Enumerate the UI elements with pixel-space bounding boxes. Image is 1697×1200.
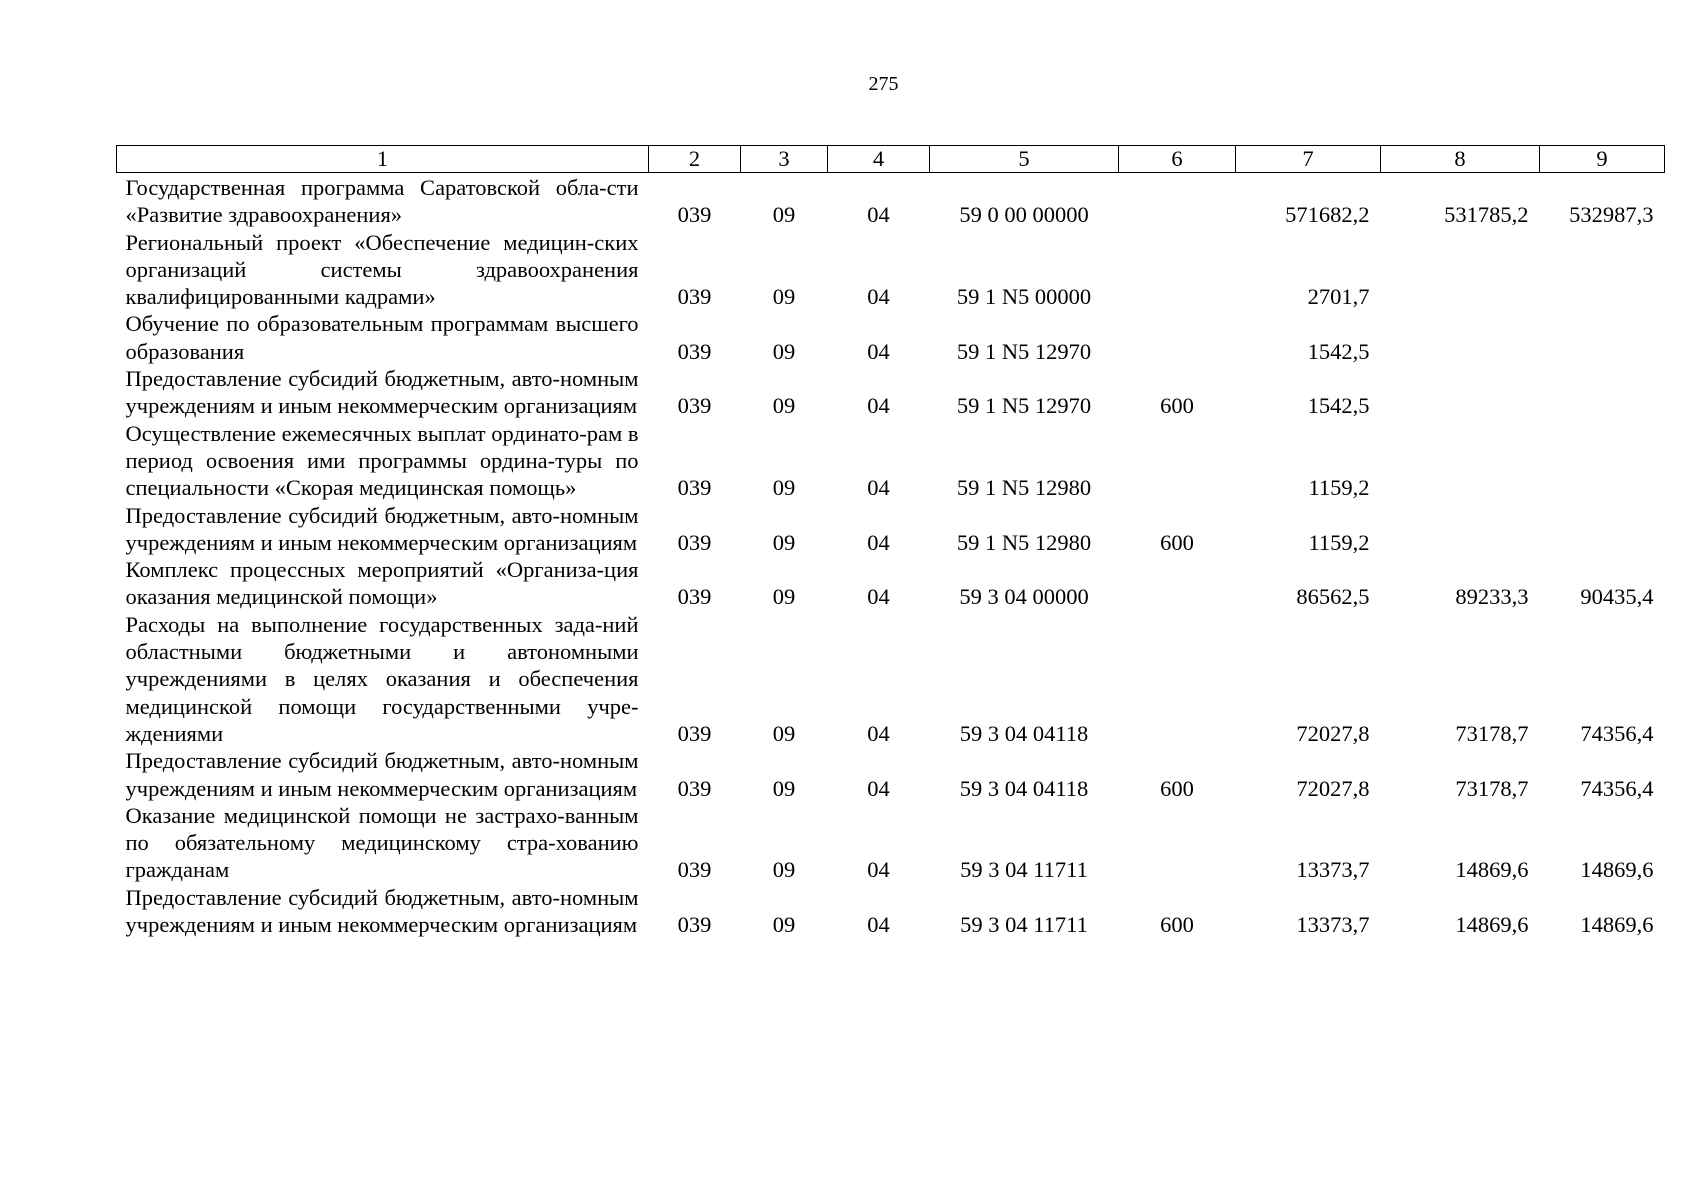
cell-section-code: 09 bbox=[772, 912, 796, 938]
cell-subsection-code: 04 bbox=[867, 338, 890, 364]
row-name: Предоставление субсидий бюджетным, авто-номным учреждениям и иным некоммерческим организациям bbox=[125, 884, 639, 938]
cell-target-article: 59 3 04 04118 bbox=[959, 720, 1089, 746]
table-row bbox=[117, 556, 1665, 611]
table-row bbox=[117, 502, 1665, 557]
cell-expense-type bbox=[1119, 310, 1236, 365]
cell-target-article: 59 1 N5 12970 bbox=[956, 393, 1092, 419]
cell-amount-col7: 13373,7 bbox=[1296, 857, 1370, 883]
cell-ministry-code: 039 bbox=[677, 393, 712, 419]
table-row bbox=[117, 747, 1665, 802]
table-row bbox=[117, 365, 1665, 420]
cell-amount-col7: 13373,7 bbox=[1296, 912, 1370, 938]
cell-section-code: 09 bbox=[772, 857, 796, 883]
cell-subsection-code: 04 bbox=[867, 775, 890, 801]
cell-amount-col7: 2701,7 bbox=[1307, 284, 1370, 310]
cell-expense-type: 600 bbox=[1160, 529, 1194, 555]
cell-target-article: 59 1 N5 12970 bbox=[956, 338, 1092, 364]
table-row bbox=[117, 229, 1665, 311]
cell-ministry-code: 039 bbox=[677, 584, 712, 610]
cell-amount-col9: 74356,4 bbox=[1580, 775, 1654, 801]
cell-amount-col8: 73178,7 bbox=[1455, 775, 1529, 801]
cell-ministry-code: 039 bbox=[677, 720, 712, 746]
table-row bbox=[117, 310, 1665, 365]
cell-section-code: 09 bbox=[772, 393, 796, 419]
cell-subsection-code: 04 bbox=[867, 393, 890, 419]
cell-amount-col9: 14869,6 bbox=[1580, 912, 1654, 938]
cell-subsection-code: 04 bbox=[867, 720, 890, 746]
header-col-3: 3 bbox=[741, 146, 828, 173]
cell-target-article: 59 1 N5 00000 bbox=[956, 284, 1092, 310]
cell-amount-col7: 571682,2 bbox=[1285, 202, 1370, 228]
cell-target-article: 59 0 00 00000 bbox=[959, 202, 1089, 228]
header-col-9: 9 bbox=[1540, 146, 1665, 173]
cell-section-code: 09 bbox=[772, 584, 796, 610]
header-col-8: 8 bbox=[1381, 146, 1540, 173]
cell-section-code: 09 bbox=[772, 475, 796, 501]
cell-amount-col7: 1159,2 bbox=[1308, 529, 1370, 555]
row-name: Комплекс процессных мероприятий «Организа-ция оказания медицинской помощи» bbox=[125, 557, 639, 610]
cell-amount-col9 bbox=[1540, 310, 1665, 365]
row-name: Оказание медицинской помощи не застрахо-ванным по обязательному медицинскому стра-хованию гражданам bbox=[125, 802, 639, 883]
budget-table bbox=[116, 145, 1665, 938]
cell-ministry-code: 039 bbox=[677, 202, 712, 228]
cell-subsection-code: 04 bbox=[867, 202, 890, 228]
cell-amount-col7: 1159,2 bbox=[1308, 475, 1370, 501]
cell-expense-type bbox=[1119, 229, 1236, 311]
cell-amount-col8: 14869,6 bbox=[1455, 912, 1529, 938]
cell-target-article: 59 1 N5 12980 bbox=[956, 475, 1092, 501]
table-body bbox=[117, 173, 1665, 939]
cell-subsection-code: 04 bbox=[867, 529, 890, 555]
cell-section-code: 09 bbox=[772, 338, 796, 364]
cell-amount-col8 bbox=[1381, 502, 1540, 557]
cell-amount-col9 bbox=[1540, 502, 1665, 557]
cell-ministry-code: 039 bbox=[677, 529, 712, 555]
row-name: Осуществление ежемесячных выплат ординато-рам в период освоения ими программы ордина-туры по специальности «Скорая медицинская помощь» bbox=[125, 420, 639, 501]
cell-ministry-code: 039 bbox=[677, 475, 712, 501]
cell-subsection-code: 04 bbox=[867, 912, 890, 938]
row-name: Предоставление субсидий бюджетным, авто-номным учреждениям и иным некоммерческим организациям bbox=[125, 748, 639, 801]
cell-amount-col8: 531785,2 bbox=[1444, 202, 1529, 228]
cell-section-code: 09 bbox=[772, 775, 796, 801]
cell-amount-col9: 90435,4 bbox=[1580, 584, 1654, 610]
cell-ministry-code: 039 bbox=[677, 912, 712, 938]
cell-target-article: 59 3 04 11711 bbox=[960, 912, 1088, 938]
page-number: 275 bbox=[868, 73, 899, 95]
cell-section-code: 09 bbox=[772, 720, 796, 746]
cell-expense-type bbox=[1119, 611, 1236, 747]
table-row bbox=[117, 173, 1665, 229]
cell-section-code: 09 bbox=[772, 202, 796, 228]
cell-amount-col9 bbox=[1540, 420, 1665, 502]
table-row bbox=[117, 420, 1665, 502]
cell-amount-col8: 89233,3 bbox=[1455, 584, 1529, 610]
table-row bbox=[117, 611, 1665, 747]
cell-ministry-code: 039 bbox=[677, 775, 712, 801]
header-col-4: 4 bbox=[828, 146, 930, 173]
cell-section-code: 09 bbox=[772, 529, 796, 555]
cell-amount-col7: 86562,5 bbox=[1296, 584, 1370, 610]
cell-ministry-code: 039 bbox=[677, 284, 712, 310]
cell-target-article: 59 3 04 00000 bbox=[959, 584, 1089, 610]
cell-amount-col7: 1542,5 bbox=[1307, 393, 1370, 419]
cell-amount-col9: 532987,3 bbox=[1569, 202, 1654, 228]
header-col-7: 7 bbox=[1236, 146, 1381, 173]
cell-amount-col8: 14869,6 bbox=[1455, 857, 1529, 883]
cell-expense-type: 600 bbox=[1160, 912, 1194, 938]
cell-amount-col7: 72027,8 bbox=[1296, 720, 1370, 746]
row-name: Государственная программа Саратовской обла-сти «Развитие здравоохранения» bbox=[125, 175, 639, 228]
row-name: Обучение по образовательным программам высшего образования bbox=[125, 311, 639, 364]
header-col-1: 1 bbox=[117, 146, 649, 173]
cell-expense-type: 600 bbox=[1160, 393, 1194, 419]
cell-amount-col8 bbox=[1381, 310, 1540, 365]
cell-amount-col8 bbox=[1381, 365, 1540, 420]
cell-ministry-code: 039 bbox=[677, 338, 712, 364]
row-name: Региональный проект «Обеспечение медицин-ских организаций системы здравоохранения квалифицированными кадрами» bbox=[125, 229, 639, 310]
table-header-row bbox=[117, 146, 1665, 173]
cell-amount-col8 bbox=[1381, 229, 1540, 311]
cell-amount-col8 bbox=[1381, 420, 1540, 502]
cell-amount-col9: 14869,6 bbox=[1580, 857, 1654, 883]
cell-target-article: 59 1 N5 12980 bbox=[956, 529, 1092, 555]
cell-subsection-code: 04 bbox=[867, 584, 890, 610]
cell-subsection-code: 04 bbox=[867, 857, 890, 883]
cell-target-article: 59 3 04 11711 bbox=[960, 857, 1088, 883]
row-name: Предоставление субсидий бюджетным, авто-номным учреждениям и иным некоммерческим организациям bbox=[125, 502, 639, 555]
cell-amount-col7: 1542,5 bbox=[1307, 338, 1370, 364]
cell-amount-col7: 72027,8 bbox=[1296, 775, 1370, 801]
cell-subsection-code: 04 bbox=[867, 284, 890, 310]
cell-amount-col9 bbox=[1540, 229, 1665, 311]
cell-expense-type bbox=[1119, 173, 1236, 229]
header-col-6: 6 bbox=[1119, 146, 1236, 173]
table-row bbox=[117, 884, 1665, 939]
cell-expense-type: 600 bbox=[1160, 775, 1194, 801]
cell-amount-col8: 73178,7 bbox=[1455, 720, 1529, 746]
cell-amount-col9: 74356,4 bbox=[1580, 720, 1654, 746]
cell-target-article: 59 3 04 04118 bbox=[959, 775, 1089, 801]
row-name: Предоставление субсидий бюджетным, авто-номным учреждениям и иным некоммерческим организациям bbox=[125, 366, 639, 419]
cell-subsection-code: 04 bbox=[867, 475, 890, 501]
cell-expense-type bbox=[1119, 420, 1236, 502]
table-row bbox=[117, 802, 1665, 884]
cell-ministry-code: 039 bbox=[677, 857, 712, 883]
cell-expense-type bbox=[1119, 802, 1236, 884]
row-name: Расходы на выполнение государственных зада-ний областными бюджетными и автономными учреждениями в целях оказания и обеспечения медицинской помощи государственными учре-ждениями bbox=[125, 611, 639, 746]
header-col-5: 5 bbox=[930, 146, 1119, 173]
header-col-2: 2 bbox=[649, 146, 741, 173]
cell-section-code: 09 bbox=[772, 284, 796, 310]
cell-expense-type bbox=[1119, 556, 1236, 611]
cell-amount-col9 bbox=[1540, 365, 1665, 420]
